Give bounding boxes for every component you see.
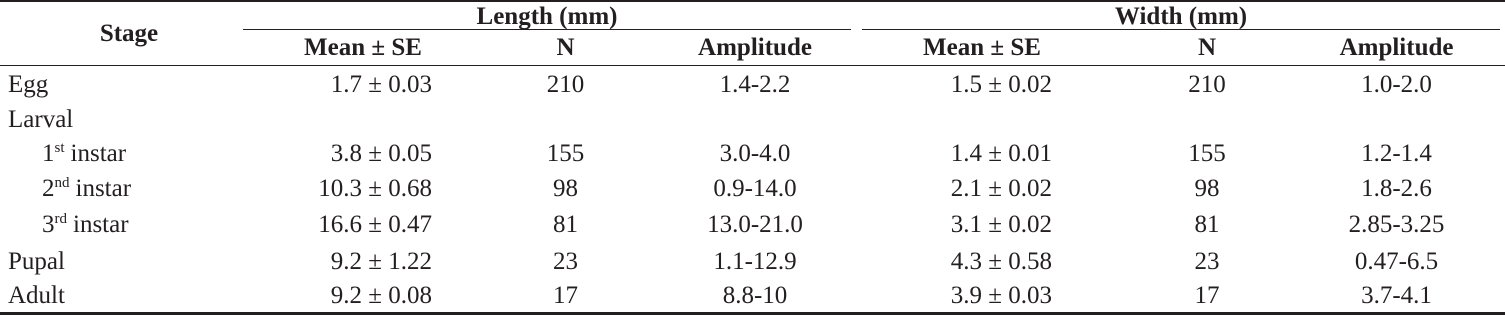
length-mean-header: Mean ± SE bbox=[243, 30, 483, 66]
length-group-header bbox=[243, 2, 862, 30]
width-mean-cell: 3.9 ± 0.03 bbox=[950, 282, 1052, 309]
width-amplitude-cell: 1.0-2.0 bbox=[1361, 71, 1432, 98]
length-mean-cell: 9.2 ± 1.22 bbox=[330, 248, 432, 275]
length-amplitude-header: Amplitude bbox=[648, 30, 862, 66]
length-n-cell: 210 bbox=[546, 71, 585, 98]
stage-cell: Pupal bbox=[8, 248, 65, 275]
length-n-cell: 23 bbox=[553, 248, 578, 275]
length-mean-cell bbox=[243, 104, 483, 136]
stage-cell bbox=[0, 206, 243, 244]
width-n-header: N bbox=[1112, 30, 1302, 66]
ordinal-suffix: nd bbox=[54, 175, 70, 191]
width-amplitude-cell: 3.7-4.1 bbox=[1361, 282, 1432, 309]
width-amplitude-cell: 0.47-6.5 bbox=[1354, 248, 1439, 275]
table-row bbox=[0, 104, 1505, 136]
length-mean-cell: 10.3 ± 0.68 bbox=[318, 175, 432, 202]
length-mean-cell: 3.8 ± 0.05 bbox=[330, 140, 432, 167]
width-n-cell: 17 bbox=[1194, 282, 1220, 309]
stage-cell bbox=[0, 136, 243, 172]
ordinal-number: 2 bbox=[42, 175, 55, 202]
length-amplitude-cell: 3.0-4.0 bbox=[719, 140, 791, 167]
width-n-cell: 81 bbox=[1194, 211, 1220, 238]
ordinal-number: 3 bbox=[42, 211, 55, 238]
stage-label: instar bbox=[75, 175, 132, 202]
length-amplitude-cell bbox=[648, 104, 862, 136]
table-body bbox=[0, 66, 1505, 312]
stage-cell: Adult bbox=[8, 282, 65, 309]
width-n-cell: 98 bbox=[1194, 175, 1220, 202]
length-amplitude-cell: 0.9-14.0 bbox=[713, 175, 797, 202]
table-row bbox=[0, 280, 1505, 312]
width-group-title: Width (mm) bbox=[862, 4, 1500, 30]
table-row bbox=[0, 244, 1505, 280]
width-mean-cell bbox=[862, 104, 1112, 136]
length-amplitude-cell: 13.0-21.0 bbox=[707, 211, 803, 238]
length-mean-cell: 1.7 ± 0.03 bbox=[330, 71, 432, 98]
length-n-cell: 155 bbox=[546, 140, 585, 167]
width-mean-cell: 2.1 ± 0.02 bbox=[950, 175, 1052, 202]
length-n-cell: 17 bbox=[553, 282, 578, 309]
length-amplitude-cell: 8.8-10 bbox=[722, 282, 788, 309]
width-n-cell: 155 bbox=[1188, 140, 1226, 167]
width-mean-cell: 3.1 ± 0.02 bbox=[950, 211, 1052, 238]
table-row bbox=[0, 206, 1505, 244]
ordinal-suffix: st bbox=[54, 140, 65, 156]
length-amplitude-cell: 1.4-2.2 bbox=[719, 71, 791, 98]
length-amplitude-cell: 1.1-12.9 bbox=[713, 248, 797, 275]
width-amplitude-header: Amplitude bbox=[1302, 30, 1505, 66]
width-mean-header: Mean ± SE bbox=[862, 30, 1112, 66]
table-row bbox=[0, 172, 1505, 206]
ordinal-suffix: rd bbox=[54, 211, 67, 227]
table-row bbox=[0, 136, 1505, 172]
header-row-groups bbox=[0, 2, 1505, 30]
stage-header: Stage bbox=[0, 2, 243, 66]
stage-cell bbox=[0, 172, 243, 206]
table-header bbox=[0, 2, 1505, 66]
length-n-cell: 98 bbox=[553, 175, 578, 202]
stage-cell: Egg bbox=[8, 71, 49, 98]
table-row bbox=[0, 66, 1505, 104]
width-amplitude-cell bbox=[1302, 104, 1505, 136]
width-amplitude-cell: 1.8-2.6 bbox=[1361, 175, 1432, 202]
length-n-header: N bbox=[483, 30, 648, 66]
stage-label: instar bbox=[73, 211, 129, 238]
width-n-cell bbox=[1112, 104, 1302, 136]
length-n-cell bbox=[483, 104, 648, 136]
width-mean-cell: 4.3 ± 0.58 bbox=[950, 248, 1052, 275]
width-mean-cell: 1.5 ± 0.02 bbox=[950, 71, 1052, 98]
length-n-cell: 81 bbox=[553, 211, 578, 238]
width-n-cell: 210 bbox=[1188, 71, 1226, 98]
ordinal-number: 1 bbox=[42, 140, 55, 167]
stage-cell: Larval bbox=[8, 106, 74, 133]
stage-label: instar bbox=[70, 140, 127, 167]
width-mean-cell: 1.4 ± 0.01 bbox=[950, 140, 1052, 167]
length-mean-cell: 16.6 ± 0.47 bbox=[318, 211, 432, 238]
width-group-header bbox=[862, 2, 1505, 30]
length-mean-cell: 9.2 ± 0.08 bbox=[330, 282, 432, 309]
width-amplitude-cell: 1.2-1.4 bbox=[1361, 140, 1432, 167]
width-n-cell: 23 bbox=[1194, 248, 1220, 275]
length-group-title: Length (mm) bbox=[243, 4, 851, 30]
width-amplitude-cell: 2.85-3.25 bbox=[1348, 211, 1445, 238]
